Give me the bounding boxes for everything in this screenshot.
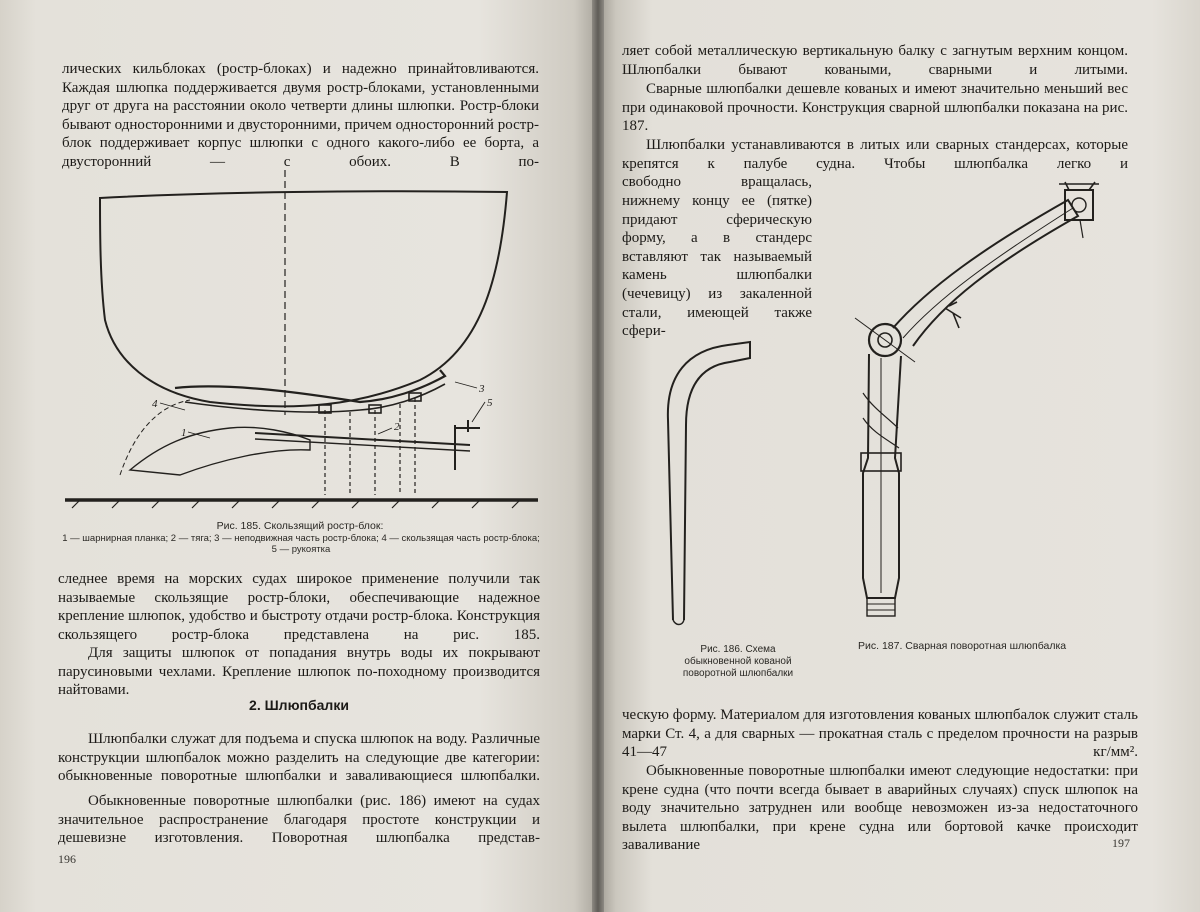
right-paragraph-4: ческую форму. Материалом для изготовления кованых шлюпбалок служит сталь марки Ст. 4, а для сварных — прокатная сталь с пределом прочности на разрыв 41—47 кг/мм². — [622, 707, 1139, 761]
right-paragraph-3-narrow-column: нижнему концу ее (пятке) придают сферическую форму, а в стандерс вставляют так называемый камень шлюпбалки (чечевицу) из закаленной стали, имеющей также сфери- — [622, 193, 812, 340]
figure-187-drawing — [833, 178, 1123, 628]
figure-185-caption-legend: 1 — шарнирная планка; 2 — тяга; 3 — неподвижная часть ростр-блока; 4 — скользящая часть ростр-блока; 5 — рукоятка — [62, 533, 540, 555]
left-page — [0, 0, 598, 912]
figure-185-caption-title: Рис. 185. Скользящий ростр-блок: — [216, 520, 384, 532]
right-paragraph-2: Сварные шлюпбалки дешевле кованых и имеют значительно меньший вес при одинаковой прочности. Конструкция сварной шлюпбалки показана на рис. 187. — [622, 81, 1128, 135]
fig185-label-1: 1 — [181, 427, 187, 439]
figure-185-drawing — [60, 170, 550, 510]
left-page-number: 196 — [58, 852, 76, 866]
fig185-label-2: 2 — [394, 421, 400, 433]
fig185-label-3: 3 — [479, 383, 485, 395]
right-page — [598, 0, 1200, 912]
figure-186-drawing — [638, 330, 768, 630]
right-paragraph-3-continued-line: свободно вращалась, — [622, 174, 812, 190]
book-gutter — [592, 0, 604, 912]
right-paragraph-5: Обыкновенные поворотные шлюпбалки имеют следующие недостатки: при крене судна (что почти всегда бывает в аварийных случаях) спуск шлюпок на воду значительно затруднен или вообще невозможен из-за недостаточного вылета шлюпбалки, при крене судна или бортовой качке происходит заваливание — [622, 763, 1138, 854]
figure-186-caption: Рис. 186. Схема обыкновенной кованой поворотной шлюпбалки — [682, 644, 794, 679]
left-paragraph-1: лических кильблоках (ростр-блоках) и надежно принайтовливаются. Каждая шлюпка поддерживается двумя ростр-блоками, установленными друг от друга на расстоянии около четверти длины шлюпки. Ростр-блоки бывают односторонними и двусторонними, причем односторонний ростр-блок поддерживает корпус шлюпки с одного какого-либо ее борта, а двусторонний — с обоих. В по- — [62, 61, 539, 170]
left-paragraph-5: Обыкновенные поворотные шлюпбалки (рис. 186) имеют на судах значительное распространение благодаря простоте конструкции и дешевизне изготовления. Поворотная шлюпбалка представ- — [58, 793, 540, 847]
section-heading: 2. Шлюпбалки — [249, 697, 349, 713]
left-paragraph-2: следнее время на морских судах широкое применение получили так называемые скользящие ростр-блоки, обеспечивающие надежное крепление шлюпок, удобство и быстроту отдачи ростр-блока. Конструкция скользящего ростр-блока представлена на рис. 185. — [58, 571, 540, 643]
right-paragraph-1: ляет собой металлическую вертикальную балку с загнутым верхним концом. Шлюпбалки бывают коваными, сварными и литыми. — [622, 43, 1128, 78]
figure-187-caption: Рис. 187. Сварная поворотная шлюпбалка — [858, 640, 1067, 652]
left-paragraph-4: Шлюпбалки служат для подъема и спуска шлюпок на воду. Различные конструкции шлюпбалок можно разделить на следующие две категории: обыкновенные поворотные шлюпбалки и заваливающиеся шлюпбалки. — [58, 731, 540, 785]
fig185-label-4: 4 — [152, 398, 158, 410]
right-page-number: 197 — [1112, 836, 1130, 850]
left-paragraph-3: Для защиты шлюпок от попадания внутрь воды их покрывают парусиновыми чехлами. Крепление шлюпок по-походному производится найтовами. — [58, 645, 540, 699]
fig185-label-5: 5 — [487, 397, 493, 409]
right-paragraph-3: Шлюпбалки устанавливаются в литых или сварных стандерсах, которые крепятся к палубе судна. Чтобы шлюпбалка легко и — [622, 137, 1128, 172]
